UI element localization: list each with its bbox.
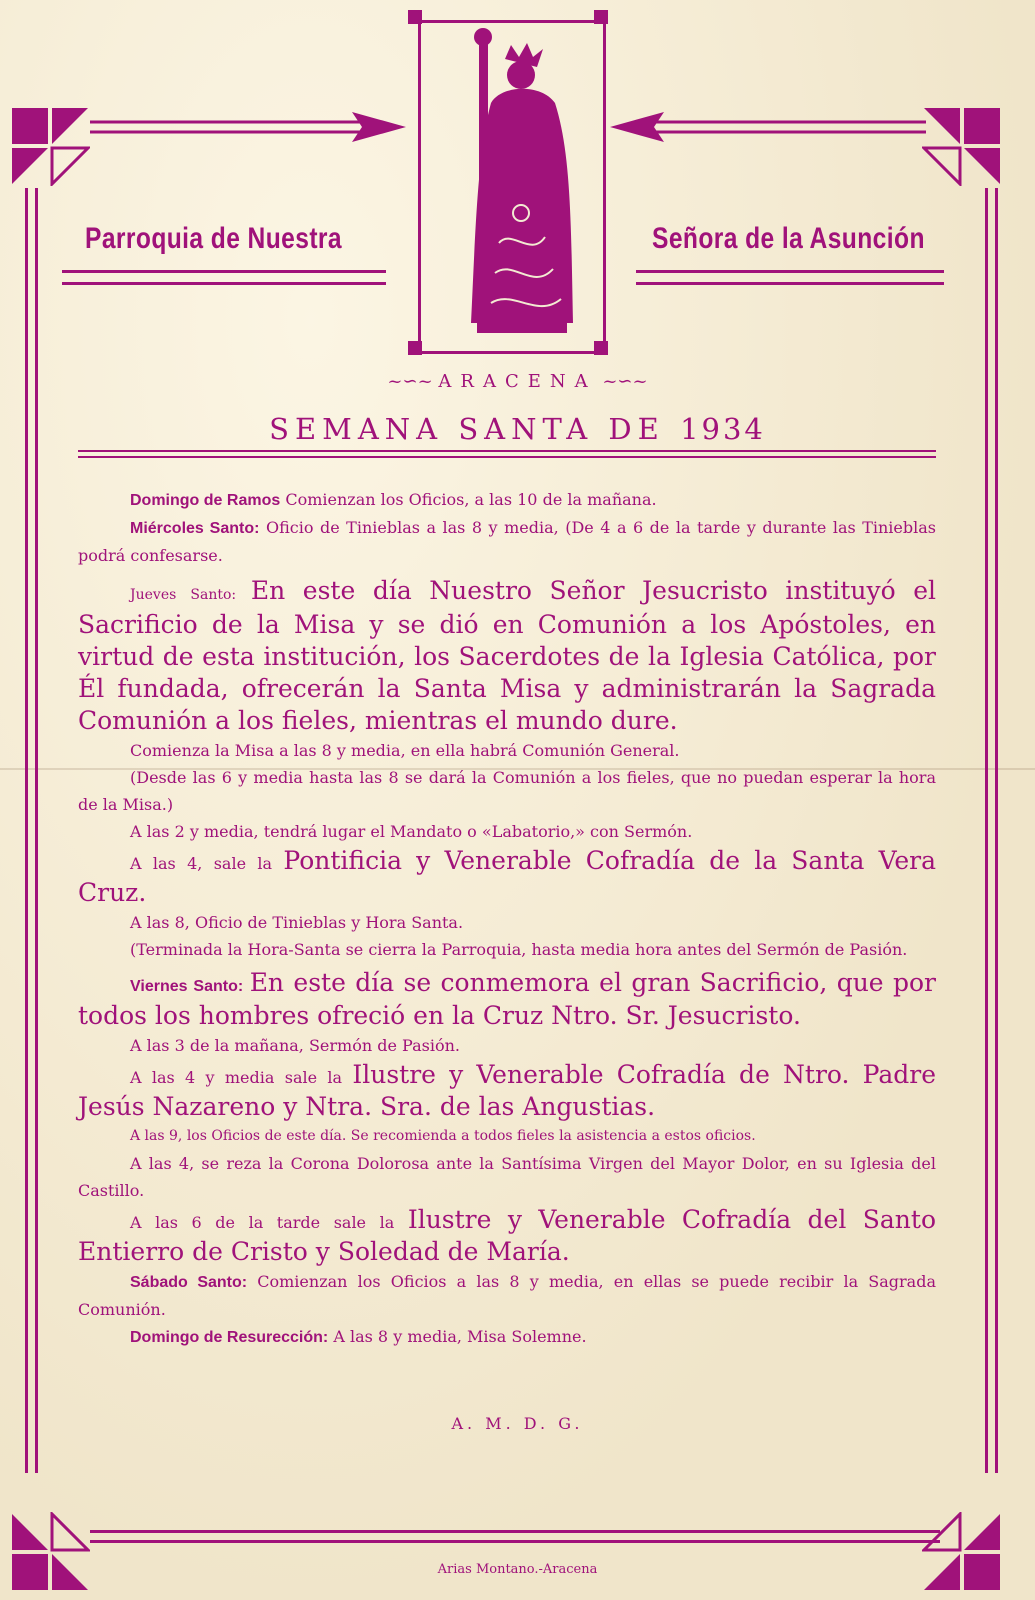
frame-bottom-outer bbox=[90, 1530, 940, 1533]
miercoles-text: Oficio de Tinieblas a las 8 y media, (De 4 a 6 de la tarde y durante las Tinieblas podrá confesarse. bbox=[78, 518, 936, 565]
headline-rule-bottom bbox=[78, 456, 936, 458]
schedule-body bbox=[78, 486, 936, 1351]
sabado-entry bbox=[78, 1268, 936, 1323]
viernes-nazareno bbox=[78, 1059, 936, 1123]
corner-ornament-top-left bbox=[10, 106, 90, 186]
domingo-resurreccion-entry bbox=[78, 1323, 936, 1351]
frame-square-bl bbox=[408, 341, 422, 355]
domingo-resurreccion-label: Domingo de Resurección: bbox=[130, 1329, 329, 1346]
nazareno-time: A las 4 y media sale la bbox=[130, 1068, 353, 1087]
viernes-corona: A las 4, se reza la Corona Dolorosa ante la Santísima Virgen del Mayor Dolor, en su Iglesia del Castillo. bbox=[78, 1154, 936, 1200]
viernes-oficios: A las 9, los Oficios de este día. Se recomienda a todos fieles la asistencia a estos oficios. bbox=[130, 1128, 756, 1144]
frame-square-br bbox=[594, 341, 608, 355]
town-name: ARACENA bbox=[438, 371, 597, 392]
parish-title-left: Parroquia de Nuestra bbox=[85, 222, 343, 255]
vera-cruz-time: A las 4, sale la bbox=[130, 854, 284, 873]
entierro-time: A las 6 de la tarde sale la bbox=[130, 1213, 408, 1232]
frame-bottom-inner bbox=[90, 1540, 940, 1543]
domingo-ramos-text: Comienzan los Oficios, a las 10 de la mañana. bbox=[280, 490, 657, 509]
viernes-intro: En este día se conmemora el gran Sacrificio, que por todos los hombres ofreció en la Cruz Ntro. Sr. Jesucristo. bbox=[78, 968, 936, 1030]
jueves-tinieblas: A las 8, Oficio de Tinieblas y Hora Santa. bbox=[130, 913, 464, 932]
arrow-left-ornament bbox=[90, 108, 408, 148]
headline bbox=[0, 412, 1035, 446]
virgin-figure-illustration bbox=[421, 23, 603, 351]
parish-title-right: Señora de la Asunción bbox=[652, 222, 925, 255]
domingo-ramos-entry bbox=[78, 486, 936, 514]
sabado-label: Sábado Santo: bbox=[130, 1274, 248, 1291]
vera-cruz-cofradia: Pontificia y Venerable Cofradía de la Santa Vera Cruz. bbox=[78, 846, 936, 907]
viernes-sermon: A las 3 de la mañana, Sermón de Pasión. bbox=[130, 1036, 460, 1055]
sabado-text: Comienzan los Oficios a las 8 y media, en ellas se puede recibir la Sagrada Comunión. bbox=[78, 1272, 936, 1319]
miercoles-label: Miércoles Santo: bbox=[130, 520, 260, 537]
viernes-entierro bbox=[78, 1204, 936, 1268]
viernes-label: Viernes Santo: bbox=[130, 978, 244, 995]
printer-credit: Arias Montano.-Aracena bbox=[437, 1562, 598, 1577]
corner-ornament-bottom-left bbox=[10, 1512, 90, 1592]
title-rule-right bbox=[636, 270, 944, 285]
entierro-cofradia: Ilustre y Venerable Cofradía del Santo Entierro de Cristo y Soledad de María. bbox=[78, 1205, 936, 1266]
jueves-entry bbox=[78, 575, 936, 737]
jueves-intro: En este día Nuestro Señor Jesucristo instituyó el Sacrificio de la Misa y se dió en Comunión a los Apóstoles, en virtud de esta institución, los Sacerdotes de la Iglesia Católica, por Él fundada, ofrecerán la Santa Misa y administrarán la Sagrada Comunión a los fieles, mientras el mundo dure. bbox=[78, 576, 937, 735]
amdg-motto: A. M. D. G. bbox=[451, 1414, 584, 1433]
jueves-label: Jueves Santo: bbox=[130, 587, 237, 603]
virgin-image-frame bbox=[418, 20, 606, 354]
corner-ornament-bottom-right bbox=[922, 1512, 1002, 1592]
headline-text: SEMANA SANTA DE bbox=[269, 412, 665, 446]
swash-left-ornament: ~∽~ bbox=[387, 371, 439, 392]
jueves-cierre: (Terminada la Hora-Santa se cierra la Parroquia, hasta media hora antes del Sermón de Pasión. bbox=[130, 940, 908, 959]
domingo-ramos-label: Domingo de Ramos bbox=[130, 492, 281, 509]
nazareno-cofradia: Ilustre y Venerable Cofradía de Ntro. Padre Jesús Nazareno y Ntra. Sra. de las Angustias. bbox=[78, 1060, 936, 1121]
headline-year: 1934 bbox=[680, 412, 766, 446]
title-rule-left bbox=[62, 270, 386, 285]
town-heading bbox=[0, 371, 1035, 392]
frame-square-tr bbox=[594, 10, 608, 24]
domingo-resurreccion-text: A las 8 y media, Misa Solemne. bbox=[328, 1327, 587, 1346]
viernes-entry bbox=[78, 967, 936, 1032]
jueves-comunion: (Desde las 6 y media hasta las 8 se dará la Comunión a los fieles, que no puedan esperar la hora de la Misa.) bbox=[78, 768, 936, 814]
jueves-vera-cruz bbox=[78, 845, 936, 909]
jueves-misa: Comienza la Misa a las 8 y media, en ella habrá Comunión General. bbox=[130, 741, 680, 760]
frame-square-tl bbox=[408, 10, 422, 24]
arrow-right-ornament bbox=[608, 108, 926, 148]
swash-right-ornament: ~∽~ bbox=[596, 371, 648, 392]
miercoles-entry bbox=[78, 514, 936, 569]
jueves-mandato: A las 2 y media, tendrá lugar el Mandato o «Labatorio,» con Sermón. bbox=[130, 822, 693, 841]
headline-rule-top bbox=[78, 450, 936, 452]
corner-ornament-top-right bbox=[922, 106, 1002, 186]
